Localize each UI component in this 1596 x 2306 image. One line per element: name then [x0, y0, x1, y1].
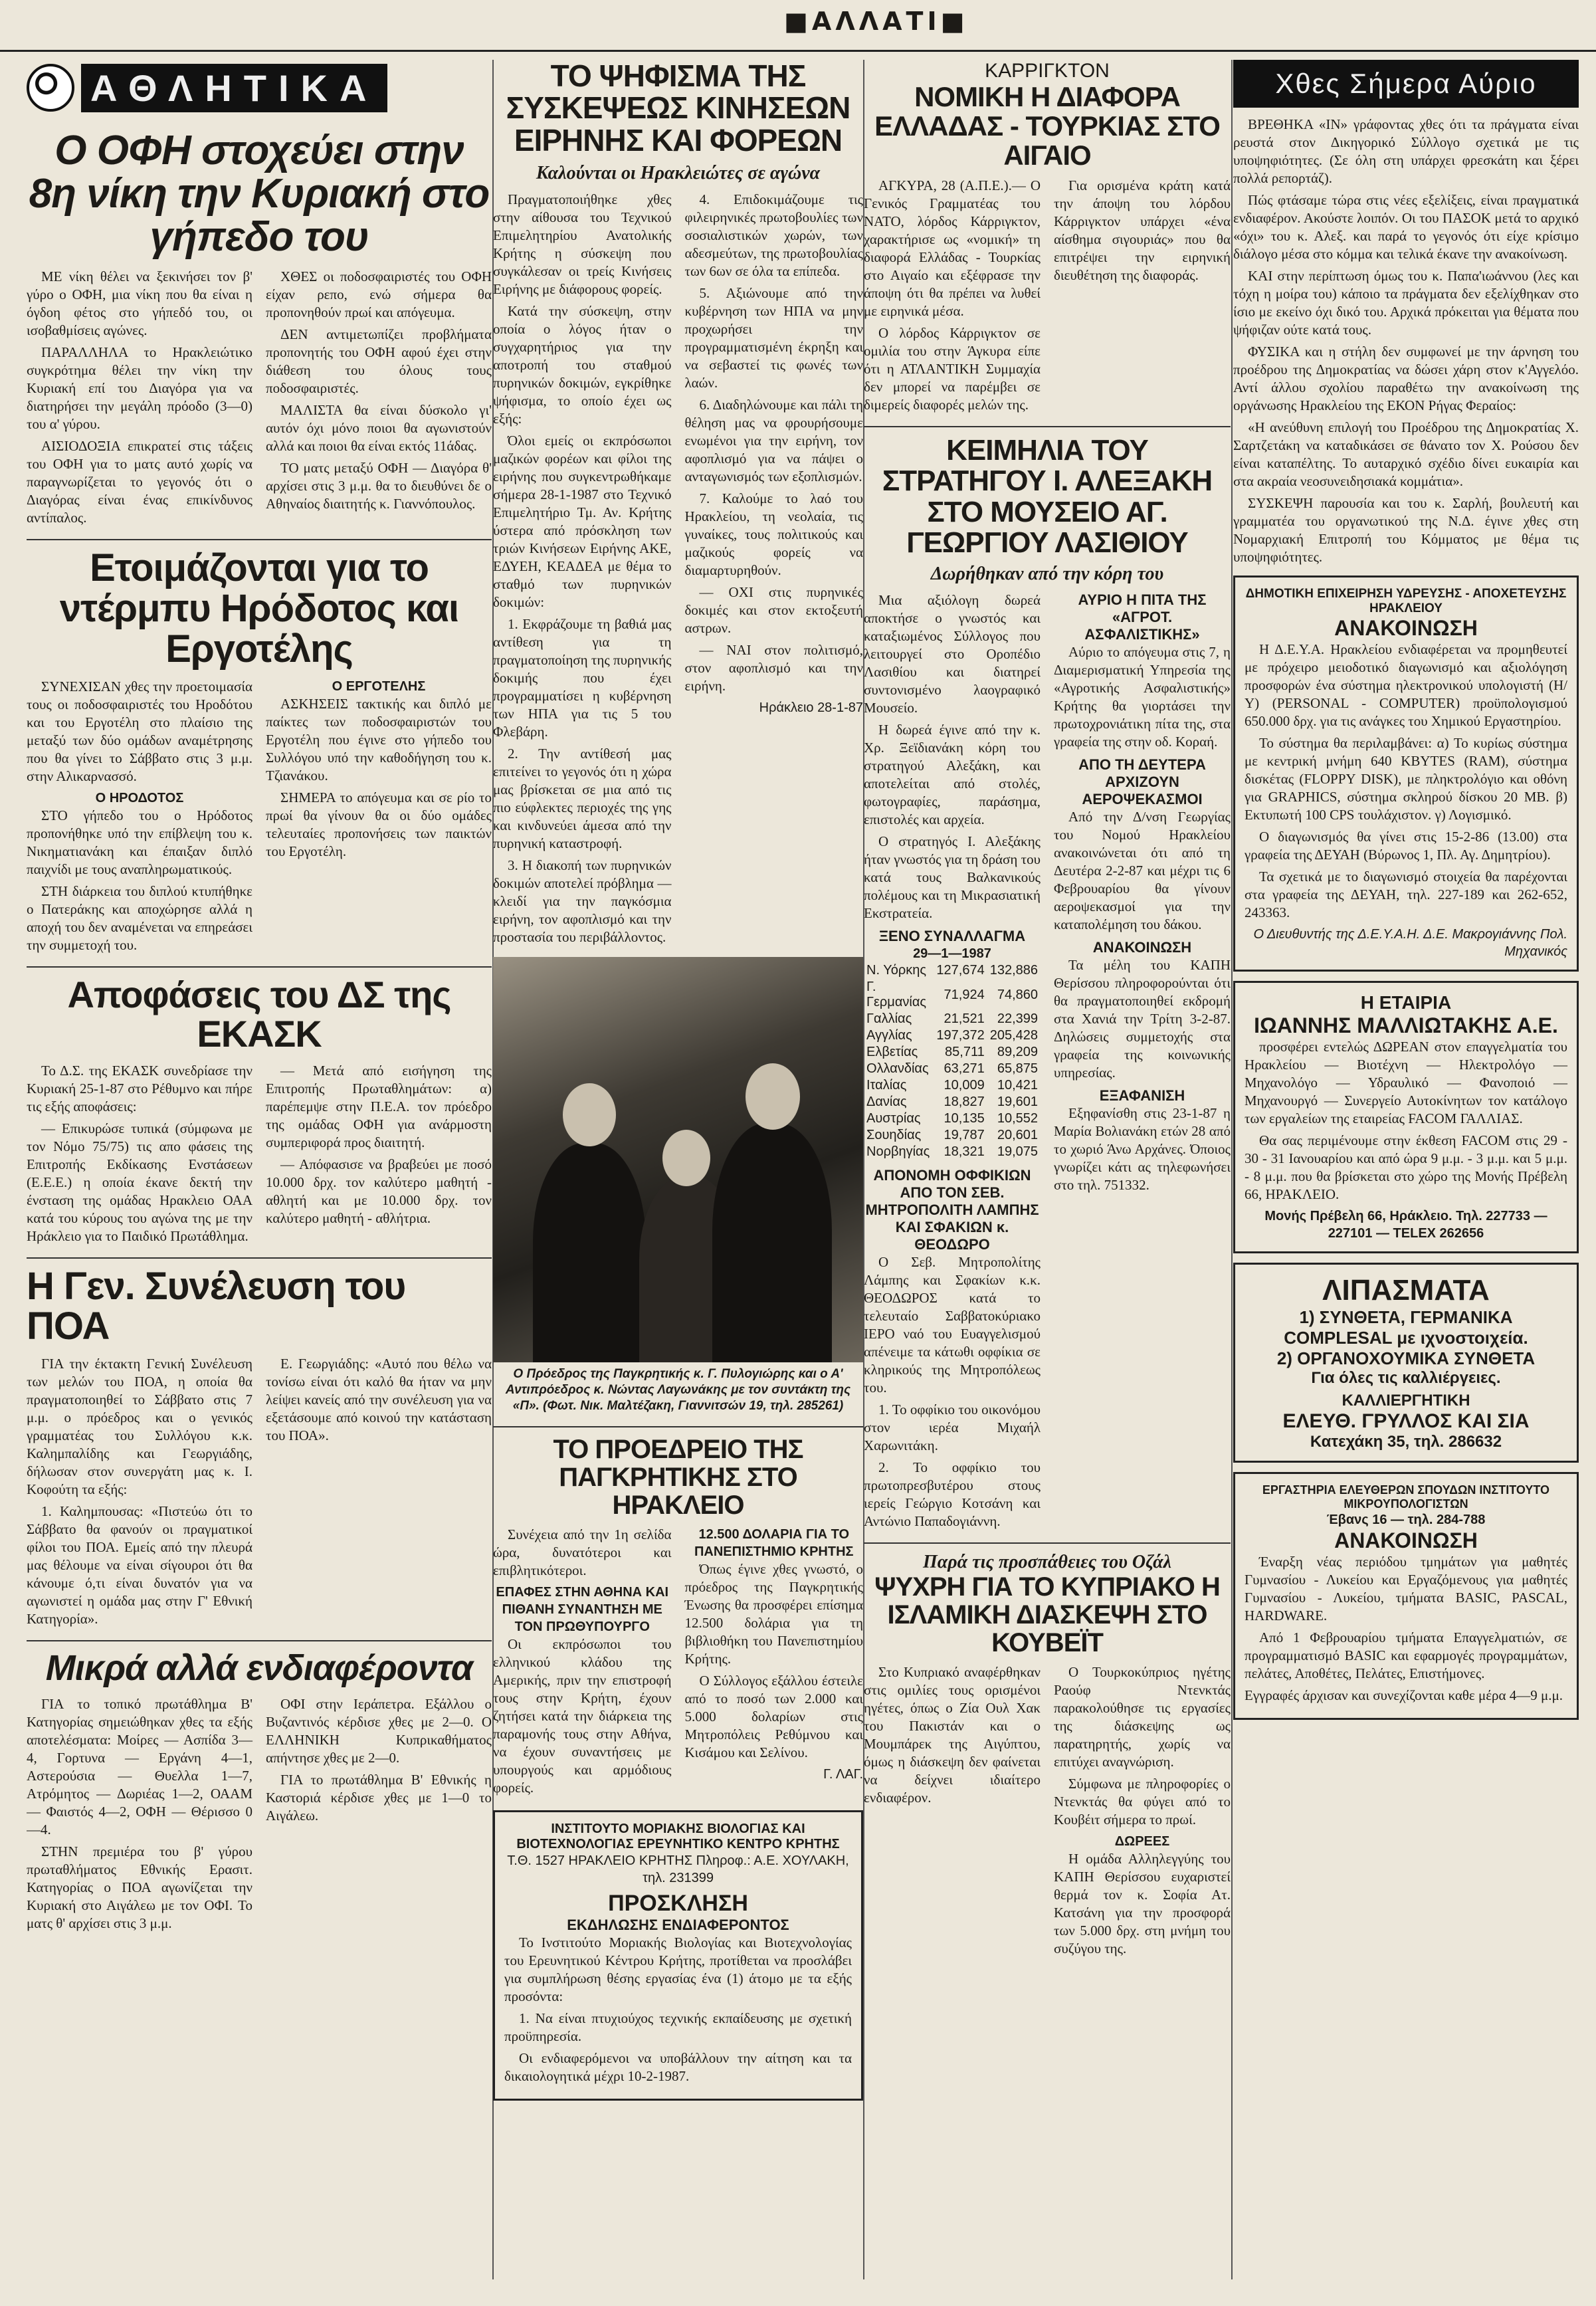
buy-rate: 19,787	[944, 1128, 985, 1143]
photo-figure	[533, 1143, 646, 1362]
deyah-ad	[1233, 576, 1579, 972]
paragraph: 1. Καλημπουσας: «Πιστεύω ότι το Σάββατο θα φανούν οι πραγματικοί φίλοι του ΠΟΑ. Εμείς από την πλευρά μας θέλουμε να είναι σίγουροι ότι θα κάνουμε ό,τι είναι δυνατόν για να αγωνιστεί η ομάδα μας στην Γ' Εθνική Κατηγορία».	[27, 1503, 252, 1627]
paragraph: 2. Την αντίθεσή μας επιτείνει το γεγονός ότι η χώρα μας βρίσκεται σε μια από τις πιο εύφλεκτες περιοχές της γης και κινδυνεύει άμεσα από την πυρηνική καταστροφή.	[493, 745, 672, 851]
sell-rate: 10,552	[997, 1111, 1038, 1126]
photo-caption: Ο Πρόεδρος της Παγκρητικής κ. Γ. Πυλογιώρης και ο Α' Αντιπρόεδρος κ. Νώντας Λαγωνάκης με τον συντάκτη της «Π». (Φωτ. Νικ. Μαλτέζακη, Γιαννιτσών 19, τηλ. 285261)	[505, 1366, 851, 1413]
paragraph: Από την Δ/νση Γεωργίας του Νομού Ηρακλείου ανακοινώνεται ότι από τη Δευτέρα 2-2-87 και μέχρι τις 6 Φεβρουαρίου θα γίνουν αεροψεκασμοί για την καταπολέμηση του δάκου.	[1054, 809, 1231, 933]
notice-title: ΑΝΑΚΟΙΝΩΣΗ	[1092, 939, 1192, 956]
section-title: ΑΘΛΗΤΙΚΑ	[81, 64, 387, 112]
ofi-headline: Ο ΟΦΗ στοχεύει στην 8η νίκη την Κυριακή στο γήπεδο του	[29, 128, 490, 261]
divider	[864, 426, 1231, 427]
paragraph: Η Δ.Ε.Υ.Α. Ηρακλείου ενδιαφέρεται να προμηθευτεί με πρόχειρο μειοδοτικό διαγωνισμό και αξιολόγηση προσφορών ένα σύστημα ηλεκτρονικού υπολογιστή (Η/Υ) (PERSONAL - COMPUTER) προϋπολογισμού 650.000 δρχ. για τις ανάγκες του Χημικού Εργαστηρίου.	[1245, 641, 1567, 729]
institute-ad-title: ΠΡΟΣΚΛΗΣΗ	[608, 1890, 748, 1916]
paragraph: Το σύστημα θα περιλαμβάνει: α) Το κυρίως σύστημα με κεντρική μνήμη 640 ΚΒΥTES (RAM), σύστημα δισκέτας (FLOPPY DISK), με πληκτρολόγιο και οθόνη για GRAPHICS, σύστημα σκληρού δίσκου 20 MB. β) Εκτυπωτή 100 CPS τουλάχιστον. γ) Λογισμικό.	[1245, 735, 1567, 823]
photo-figure	[563, 1083, 616, 1146]
school-address: Έβανς 16 — τηλ. 284-788	[1326, 1513, 1486, 1527]
paragraph: ΚΑΙ στην περίπτωση όμως του κ. Παπα'ιωάννου (λες και τόχη η μοίρα του) κάποιο τα πράγματα δεν εξελίχθηκαν στο ίσιο με εκείνο όχι δικό του. Αρχικά πρόκειται για θέματα που ψήφιζαν ούτε κατά τους.	[1233, 268, 1579, 338]
paragraph: ΧΘΕΣ οι ποδοσφαιριστές του ΟΦΗ είχαν ρεπο, ενώ σήμερα θα προπονηθούν πρωί και απόγευμα.	[266, 268, 492, 321]
fertilizer-title: ΛΙΠΑΣΜΑΤΑ	[1322, 1274, 1490, 1307]
ekask-headline: Αποφάσεις του ΔΣ της ΕΚΑΣΚ	[67, 973, 451, 1055]
paragraph: Οι ενδιαφερόμενοι να υποβάλλουν την αίτηση και τα δικαιολογητικά μέχρι 10-2-1987.	[504, 2049, 852, 2084]
table-row	[864, 1127, 1041, 1144]
masthead	[0, 0, 1596, 52]
ozal-headline: ΨΥΧΡΗ ΓΙΑ ΤΟ ΚΥΠΡΙΑΚΟ Η ΙΣΛΑΜΙΚΗ ΔΙΑΣΚΕΨΗ ΣΤΟ ΚΟΥΒΕΪΤ	[874, 1572, 1220, 1658]
sell-rate: 74,860	[997, 987, 1038, 1002]
paragraph: ΦΥΣΙΚΑ και η στήλη δεν συμφωνεί με την άρνηση του προέδρου της Δημοκρατίας να δώσει χάρη στον κ'Αγγελόο. Αντί άλλου σχολίου παραθέτω την ανακοίνωση της οργάνωσης Ηρακλείου της ΕΚΟΝ Ρήγας Φεραίος:	[1233, 344, 1579, 413]
paragraph: 4. Επιδοκιμάζουμε τις φιλειρηνικές πρωτοβουλίες των σοσιαλιστικών χωρών, των αδεσμεύτων, της πρωτοβουλίας των 6ων σε όλα τα επίπεδα.	[684, 191, 863, 279]
paragraph: ΒΡΕΘΗΚΑ «ΙΝ» γράφοντας χθες ότι τα πράγματα είναι ρευστά στον Δικηγορικό Σύλλογο σχετικά με τις υποψηφιότητες. (Σε όλη στη υπάρχει φρεσκάτη και ξέρει πολλά ρεπορτάζ).	[1233, 116, 1579, 186]
commentary-column	[1233, 60, 1579, 2279]
sports-column	[27, 60, 492, 2279]
paragraph: ΤΟ ματς μεταξύ ΟΦΗ — Διαγόρα θ' αρχίσει στις 3 μ.μ. θα το διευθύνει δε ο Αθηναίος διαιτητής κ. Γιαννόπουλος.	[266, 460, 492, 512]
paragraph: Ο στρατηγός Ι. Αλεξάκης ήταν γνωστός για τη δράση του κατά τους Βαλκανικούς πολέμους και τη Μικρασιατική Εκστρατεία.	[864, 833, 1041, 922]
paragraph: Ο Σύλλογος εξάλλου έστειλε από το ποσό των 2.000 και 5.000 δολαρίων στις Μητροπόλεις Ρεθύμνου και Κισάμου και Σελίνου.	[684, 1672, 863, 1760]
mikra-headline: Μικρά αλλά ενδιαφέροντα	[45, 1648, 473, 1689]
institute-address: Τ.Θ. 1527 ΗΡΑΚΛΕΙΟ ΚΡΗΤΗΣ Πληροφ.: Α.Ε. ΧΟΥΛΑΚΗ, τηλ. 231399	[507, 1853, 849, 1885]
currency: Γ. Γερμανίας	[866, 980, 927, 1010]
sell-rate: 20,601	[997, 1128, 1038, 1143]
ofi-article	[27, 268, 492, 531]
paragraph: Κατά την σύσκεψη, στην οποία ο λόγος ήταν ο συγχαρητήριος για την αποτροπή του σταθμού πυρηνικών δοκιμών, εγκρίθηκε ψήφισμα, το οποίο έχει ως εξής:	[493, 302, 672, 427]
table-row	[864, 1044, 1041, 1061]
photo-figure	[746, 1063, 800, 1130]
paragraph: Εξηφανίσθη στις 23-1-87 η Μαρία Βολιανάκη ετών 28 από το χωριό Άνω Αρχάνες. Όποιος γνωρίζει κάτι ας τηλεφωνήσει στο τηλ. 751332.	[1054, 1105, 1231, 1194]
currency: Ελβετίας	[866, 1045, 918, 1060]
malliotakis-ad	[1233, 981, 1579, 1253]
currency: Γαλλίας	[866, 1011, 912, 1027]
paragraph: Οι εκπρόσωποι του ελληνικού κλάδου της Αμερικής, πριν την επιστροφή τους στην Κρήτη, έχουν ζητήσει κατά την διάρκεια της παραμονής τους στην Αθήνα, να έχουν συναντήσεις με υπουργούς και αρμόδιους φορείς.	[493, 1635, 672, 1796]
paragraph: ΟΦΙ στην Ιεράπετρα. Εξάλλου ο Βυζαντινός κέρδισε χθες με 2—0. Ο ΕΛΛΗΝΙΚΗ Κυπρικαθήματος απήντησε χθες με 2—0.	[266, 1696, 492, 1766]
keim-kicker: Δωρήθηκαν από την κόρη του	[930, 564, 1164, 585]
fertilizer-line: ΚΑΛΛΙΕΡΓΗΤΙΚΗ	[1342, 1392, 1470, 1410]
agrot-headline: ΑΥΡΙΟ Η ΠΙΤΑ ΤΗΣ «ΑΓΡΟΤ. ΑΣΦΑΛΙΣΤΙΚΗΣ»	[1078, 591, 1207, 643]
paragraph: ΣΤΟ γήπεδο του ο Ηρόδοτος προπονήθηκε υπό την επίβλεψη του κ. Νικηματιανάκη και έπαιξαν διπλό παιχνίδι με τους αναπληρωματικούς.	[27, 807, 252, 877]
peace-column	[493, 60, 863, 2279]
currency: Ν. Υόρκης	[866, 963, 926, 978]
sell-rate: 10,421	[997, 1078, 1038, 1093]
ozal-kicker: Παρά τις προσπάθειες του Οζάλ	[922, 1552, 1172, 1573]
currency: Νορβηγίας	[866, 1144, 930, 1160]
institute-ad	[493, 1810, 863, 2101]
psifisma-headline: ΤΟ ΨΗΦΙΣΜΑ ΤΗΣ ΣΥΣΚΕΨΕΩΣ ΚΙΝΗΣΕΩΝ ΕΙΡΗΝΗΣ ΚΑΙ ΦΟΡΕΩΝ	[506, 60, 850, 157]
paragraph: Μια αξιόλογη δωρεά αποκτήσε ο γνωστός και καταξιωμένος Σύλλογος που λειτουργεί στο Οροπέδιο Λασιθίου και διατηρεί συντονισμένο λαογραφικό Μουσείο.	[864, 592, 1041, 716]
paragraph: — Απόφασισε να βραβεύει με ποσό 10.000 δρχ. τον καλύτερο μαθητή - αθλητή και με 10.000 δρχ. τον καλύτερο μαθητή - αθλήτρια.	[266, 1156, 492, 1226]
poa-article	[27, 1355, 492, 1632]
sell-rate: 132,886	[989, 963, 1038, 978]
table-row	[864, 1061, 1041, 1077]
currency: Σουηδίας	[866, 1128, 922, 1143]
paragraph: Στο Κυπριακό αναφέρθηκαν στις ομιλίες τους ορισμένοι ηγέτες, όπως ο Ζία Ουλ Χακ του Πακιστάν και ο Μουμπάρεκ της Αιγύπτου, όμως η διάσκεψη δεν φαίνεται να δείχνει ιδιαίτερο ενδιαφέρον.	[864, 1664, 1041, 1806]
paragraph: 2. Το οφφίκιο του πρωτοπρεσβυτέρου στους ιερείς Γεώργιο Κοτσάνη και Αντώνιο Παπαδογιάννη.	[864, 1459, 1041, 1530]
computer-school-ad	[1233, 1472, 1579, 1720]
ekask-article	[27, 1062, 492, 1249]
currency: Δανίας	[866, 1095, 907, 1110]
missing-title: ΕΞΑΦΑΝΙΣΗ	[1099, 1087, 1185, 1104]
buy-rate: 85,711	[945, 1045, 985, 1060]
buy-rate: 71,924	[944, 987, 985, 1002]
signature: Ο Διευθυντής της Δ.Ε.Υ.Α.Η. Δ.Ε. Μακρογιάννης Πολ. Μηχανικός	[1253, 927, 1567, 959]
sell-rate: 22,399	[997, 1011, 1038, 1027]
table-row	[864, 1094, 1041, 1110]
fertilizer-company: ΕΛΕΥΘ. ΓΡΥΛΛΟΣ ΚΑΙ ΣΙΑ	[1282, 1410, 1530, 1432]
signature: Ηράκλειο 28-1-87	[759, 700, 863, 715]
mikra-article	[27, 1695, 492, 1937]
exchange-table	[864, 962, 1041, 1160]
paragraph: Ο λόρδος Κάρριγκτον σε ομιλία του στην Άγκυρα είπε ότι η ΑΤΛΑΝΤΙΚΗ Συμμαχία δεν μπορεί να παρέμβει σε διμερείς διαφορές μελών της.	[864, 325, 1041, 413]
paragraph: ΣΤΗΝ πρεμιέρα του β' γύρου πρωταθλήματος Εθνικής Ερασιτ. Κατηγορίας ο ΠΟΑ αγωνίζεται την Κυριακή στο Αιγάλεω με τον ΟΦΙ. Το ματς θ' αρχίσει στις 3 μ.μ.	[27, 1843, 252, 1932]
archon-headline: ΑΠΟ ΤΗ ΔΕΥΤΕΡΑ ΑΡΧΙΖΟΥΝ ΑΕΡΟΨΕΚΑΣΜΟΙ	[1078, 756, 1206, 808]
photo	[493, 957, 863, 1362]
paragraph: Η ομάδα Αλληλεγγύης του ΚΑΠΗ Θερίσσου ευχαριστεί θερμά τον κ. Σοφία Ατ. Κατσάνη για την προσφορά των 5.000 δρχ. στη μνήμη του συζύγου της.	[1054, 1851, 1231, 1957]
paragraph: — ΝΑΙ στον πολιτισμό, στον αφοπλισμό και την ειρήνη.	[684, 641, 863, 694]
ofikia-headline: ΑΠΟΝΟΜΗ ΟΦΦΙΚΙΩΝ ΑΠΟ ΤΟΝ ΣΕΒ. ΜΗΤΡΟΠΟΛΙΤΗ ΛΑΜΠΗΣ ΚΑΙ ΣΦΑΚΙΩΝ κ. ΘΕΟΔΩΡΟ	[865, 1167, 1039, 1253]
paragraph: 1. Εκφράζουμε τη βαθιά μας αντίθεση για τη πραγματοποίηση της πυρηνικής δοκιμής που έχει προγραμματίσει η κυβέρνηση των ΗΠΑ για τις 5 του Φλεβάρη.	[493, 615, 672, 740]
paragraph: Ο Τουρκοκύπριος ηγέτης Ραούφ Ντενκτάς παρακολούθησε τις εργασίες της διάσκεψης ως παρατηρητής, χωρίς να επιτύχει αναγνώριση.	[1054, 1664, 1231, 1770]
table-row	[864, 962, 1041, 979]
institute-ad-subtitle: ΕΚΔΗΛΩΣΗΣ ΕΝΔΙΑΦΕΡΟΝΤΟΣ	[567, 1916, 789, 1933]
newspaper-name: ■ΑΛΛΑΤΙ■	[784, 7, 969, 36]
paragraph: — Επικυρώσε τυπικά (σύμφωνα με τον Νόμο 75/75) τις απο φάσεις της Επιτροπής Εκδίκασης Ενστάσεων (Ε.Ε.Ε.) η οποία έκανε δεκτή την ένσταση της ομάδας Ηρακλειο ΟΑΑ κατά του κύρους του αγώνα της με την Ηράκλειο για το Παιδικό Πρωτάθλημα.	[27, 1120, 252, 1244]
table-row	[864, 1011, 1041, 1027]
fertilizer-line: Για όλες τις καλλιέργειες.	[1311, 1369, 1501, 1387]
paragraph: ΑΓΚΥΡΑ, 28 (Α.Π.Ε.).— Ο Γενικός Γραμματέας του ΝΑΤΟ, λόρδος Κάρριγκτον, χαρακτήρισε ως «νομική» τη διαφορά Ελλάδας - Τουρκίας στο Αιγαίο και εξέφρασε την άποψη ότι θα πρέπει να λυθεί με ειρηνικά μέσα.	[864, 177, 1041, 320]
karr-article	[864, 177, 1231, 418]
politics-column	[864, 60, 1231, 2279]
paragraph: 1. Το οφφίκιο του οικονόμου στον ιερέα Μιχαήλ Χαρωνιτάκη.	[864, 1402, 1041, 1454]
school-name: ΕΡΓΑΣΤΗΡΙΑ ΕΛΕΥΘΕΡΩΝ ΣΠΟΥΔΩΝ ΙΝΣΤΙΤΟΥΤΟ ΜΙΚΡΟΥΠΟΛΟΓΙΣΤΩΝ	[1262, 1483, 1550, 1511]
poa-headline: Η Γεν. Συνέλευση του ΠΟΑ	[27, 1264, 406, 1348]
column-divider	[1231, 60, 1233, 2279]
buy-rate: 10,009	[944, 1078, 985, 1093]
currency: Ολλανδίας	[866, 1061, 929, 1077]
paragraph: 7. Καλούμε το λαό του Ηρακλείου, τη νεολαία, τις γυναίκες, τους πολιτικούς και μαζικούς φορείς να διαμαρτυρηθούν.	[684, 490, 863, 578]
buy-rate: 21,521	[944, 1011, 985, 1027]
divider	[493, 1426, 863, 1427]
table-row	[864, 1144, 1041, 1160]
subheading: 12.500 ΔΟΛΑΡΙΑ ΓΙΑ ΤΟ ΠΑΝΕΠΙΣΤΗΜΙΟ ΚΡΗΤΗΣ	[694, 1526, 854, 1559]
photo-figure	[662, 1130, 710, 1186]
sell-rate: 19,601	[997, 1095, 1038, 1110]
ergotelis-headline: Ετοιμάζονται για το ντέρμπυ Ηρόδοτος και Εργοτέλης	[59, 546, 459, 671]
ergotelis-article	[27, 678, 492, 958]
paragraph: προσφέρει εντελώς ΔΩΡΕΑΝ στον επαγγελματία του Ηρακλείου — Βιοτέχνη — Ηλεκτρολόγο — Μηχανολόγο — Υδραυλικό — Φανοποιό — Μηχανουργό — Συνεργείο Αυτοκίνητων τον κατάλογο των εργαλείων της εταιρείας FACOM ΓΑΛΛΙΑΣ.	[1245, 1039, 1567, 1126]
paragraph: Η δωρεά έγινε από την κ. Χρ. Ξεϊδιανάκη κόρη του στρατηγού Αλεξάκη, και αποτελείται από στολές, φωτογραφίες, παράσημα, επιστολές και αρχεία.	[864, 722, 1041, 828]
proedreio-headline: ΤΟ ΠΡΟΕΔΡΕΙΟ ΤΗΣ ΠΑΓΚΡΗΤΙΚΗΣ ΣΤΟ ΗΡΑΚΛΕΙΟ	[553, 1434, 803, 1520]
paragraph: 5. Αξιώνουμε από την κυβέρνηση των ΗΠΑ να μην προχωρήσει την προγραμματισμένη έκρηξη και να σεβαστεί τις φωνές των λαών.	[684, 284, 863, 391]
fertilizer-line: 1) ΣΥΝΘΕΤΑ, ΓΕΡΜΑΝΙΚΑ	[1299, 1307, 1513, 1327]
paragraph: ΓΙΑ το τοπικό πρωτάθλημα Β' Κατηγορίας σημειώθηκαν χθες τα εξής αποτελέσματα: Μοίρες — Ασπίδα 3—4, Γορτυνα — Εργάνη 4—1, Αστερούσια — Θυελλα 1—7, Ατρόμητος — Δωριέας 1—2, ΟΑΑΜ — Φαιστός 4—2, ΟΦΗ — Θέρισσο 0—4.	[27, 1696, 252, 1838]
paragraph: Πραγματοποιήθηκε χθες στην αίθουσα του Τεχνικού Επιμελητηρίου Ανατολικής Κρήτης η σύσκεψη που συγκάλεσαν οι τρείς Κινήσεις Ειρήνης με διάφορους φορείς.	[493, 191, 672, 297]
sell-rate: 205,428	[989, 1028, 1038, 1043]
sell-rate: 19,075	[997, 1144, 1038, 1160]
photo-figure	[712, 1123, 832, 1362]
fertilizer-ad	[1233, 1263, 1579, 1463]
psifisma-kicker: Καλούνται οι Ηρακλειώτες σε αγώνα	[536, 162, 821, 183]
currency: Αγγλίας	[866, 1028, 912, 1043]
divider	[27, 966, 492, 968]
paragraph: ΣΗΜΕΡΑ το απόγευμα και σε ρίο το πρωί θα γίνουν θα οι δύο ομάδες τελευταίες προπονήσεις των παικτών του Εργοτέλη.	[266, 789, 492, 859]
paragraph: Ο Σεβ. Μητροπολίτης Λάμπης και Σφακίων κ.κ. ΘΕΟΔΩΡΟΣ κατά το τελευταίο Σαββατοκύριακο ΙΕΡΟ ναό του Ευαγγελισμού απένειμε τα κάτωθι οφφίκια σε κληρικούς της Μητροπόλεως του.	[864, 1254, 1041, 1396]
paragraph: Το Δ.Σ. της ΕΚΑΣΚ συνεδρίασε την Κυριακή 25-1-87 στο Ρέθυμνο και πήρε τις εξής αποφάσεις:	[27, 1062, 252, 1114]
column-title: Χθες Σήμερα Αύριο	[1233, 60, 1579, 108]
paragraph: — ΟΧΙ στις πυρηνικές δοκιμές και στον εκτοξευτή αστρων.	[684, 583, 863, 636]
paragraph: ΣΤΗ διάρκεια του διπλού κτυπήθηκε ο Πατεράκης και αποχώρησε αλλά η αποχή του δεν αναμένεται να επηρεάσει την συμμετοχή του.	[27, 883, 252, 953]
currency: Ιταλίας	[866, 1078, 907, 1093]
malliotakis-kicker: Η ΕΤΑΙΡΙΑ	[1360, 992, 1452, 1013]
paragraph: Το Ινστιτούτο Μοριακής Βιολογίας και Βιοτεχνολογίας του Ερευνητικού Κέντρου Κρήτης, προτίθεται να προσλάβει για συμπλήρωση θέσης εργασίας ένα (1) άτομο με τα εξής προσόντα:	[504, 1934, 852, 2004]
divider	[27, 539, 492, 540]
subheading: Ο ΕΡΓΟΤΕΛΗΣ	[332, 679, 426, 694]
buy-rate: 63,271	[944, 1061, 985, 1077]
paragraph: ΠΑΡΑΛΛΗΛΑ το Ηρακλειώτικο συγκρότημα θέλει την νίκη την Κυριακή επί του Διαγόρα για να διατηρήσει την μεγάλη πρόοδο (3—0) του α' γύρου.	[27, 344, 252, 433]
paragraph: ΜΕ νίκη θέλει να ξεκινήσει τον β' γύρο ο ΟΦΗ, μια νίκη που θα είναι η όγδοη φέτος στο γήπεδό του, οι ισοβαθμίσεις αγώνες.	[27, 268, 252, 339]
paragraph: ΜΑΛΙΣΤΑ θα είναι δύσκολο γι' αυτόν όχι μόνο ποιοι θα αγωνιστούν αλλά και ποιοι θα είναι εκτός 11άδας.	[266, 402, 492, 455]
divider	[864, 1542, 1231, 1544]
deyah-title: ΑΝΑΚΟΙΝΩΣΗ	[1334, 616, 1478, 640]
fertilizer-line: COMPLESAL με ιχνοστοιχεία.	[1284, 1328, 1528, 1348]
subheading: ΕΠΑΦΕΣ ΣΤΗΝ ΑΘΗΝΑ ΚΑΙ ΠΙΘΑΝΗ ΣΥΝΑΝΤΗΣΗ ΜΕ ΤΟΝ ΠΡΩΘΥΠΟΥΡΓΟ	[496, 1584, 669, 1634]
paragraph: — Μετά από εισήγηση της Επιτροπής Πρωταθλημάτων: α) παρέπεμψε στην Π.Ε.Α. τον πρόεδρο της ομάδας ΟΦΗ για ανάρμοστη συμπεριφορά προς διαιτητή.	[266, 1062, 492, 1150]
paragraph: Έναρξη νέας περιόδου τμημάτων για μαθητές Γυμνασίου - Λυκείου και Εργαζόμενους για μαθητές Γυμνασίου - Λυκείου, τμήματα BASIC, PASCAL, HARDWARE.	[1245, 1554, 1567, 1624]
sell-rate: 65,875	[997, 1061, 1038, 1077]
paragraph: Από 1 Φεβρουαρίου τμήματα Επαγγελματιών, σε προγραμματισμό BASIC και εφαρμογές προγραμμάτων, πελάτες, Αποθέτες, Πελάτες, Επιστήμονες.	[1245, 1629, 1567, 1681]
subheading: Ο ΗΡΟΔΟΤΟΣ	[95, 790, 184, 805]
paragraph: Θα σας περιμένουμε στην έκθεση FACOM στις 29 - 30 - 31 Ιανουαρίου και από ώρα 9 μ.μ. - 3 μ.μ. και 5 μ.μ. - 8 μ.μ. που θα βρίσκεται στο χώρο της Μονής Πρέβελη 66, ΗΡΑΚΛΕΙΟ.	[1245, 1132, 1567, 1202]
signature: Γ. ΛΑΓ.	[823, 1766, 863, 1782]
malliotakis-address: Μονής Πρέβελη 66, Ηράκλειο. Τηλ. 227733 — 227101 — TELEX 262656	[1264, 1209, 1547, 1241]
paragraph: Τα σχετικά με το διαγωνισμό στοιχεία θα παρέχονται στα γραφεία της ΔΕΥΑΗ, τηλ. 227-189 και 262-652, 243363.	[1245, 869, 1567, 920]
buy-rate: 197,372	[936, 1028, 985, 1043]
school-ad-title: ΑΝΑΚΟΙΝΩΣΗ	[1334, 1528, 1478, 1552]
paragraph: 6. Διαδηλώνουμε και πάλι τη θέληση μας να φρουρήσουμε ενωμένοι για την ειρήνη, τον αφοπλισμό για να πάψει ο ανταγωνισμός των εξοπλισμών.	[684, 396, 863, 484]
karr-kicker: ΚΑΡΡΙΓΚΤΟΝ	[985, 60, 1110, 82]
exchange-title: ΞΕΝΟ ΣΥΝΑΛΛΑΓΜΑ	[878, 928, 1026, 945]
paragraph: ΓΙΑ το πρωτάθλημα Β' Εθνικής η Καστοριά κέρδισε χθες με 1—0 το Αιγάλεω.	[266, 1772, 492, 1824]
paragraph: ΑΣΚΗΣΕΙΣ τακτικής και διπλό με παίκτες των ποδοσφαιριστών του Εργοτέλη που έγινε στο γήπεδο του Συλλόγου υπό την καθοδήγηση του κ. Τζιανάκου.	[266, 695, 492, 784]
psifisma-article	[493, 191, 863, 950]
buy-rate: 10,135	[944, 1111, 985, 1126]
keim-article	[864, 591, 1231, 1534]
paragraph: ΣΥΝΕΧΙΣΑΝ χθες την προετοιμασία τους οι ποδοσφαιριστές του Ηροδότου και του Εργοτέλη στο πλαίσιο της μεταξύ των δύο ομάδων αναμέτρησης που θα γίνει το Σάββατο στις 3 μ.μ. στην Αλικαρνασσό.	[27, 678, 252, 784]
paragraph: 1. Να είναι πτυχιούχος τεχνικής εκπαίδευσης με σχετική προϋπηρεσία.	[504, 2010, 852, 2044]
ozal-article	[864, 1663, 1231, 1962]
table-row	[864, 1077, 1041, 1094]
paragraph: Εγγραφές άρχισαν και συνεχίζονται καθε μέρα 4—9 μ.μ.	[1245, 1687, 1563, 1703]
keim-headline: ΚΕΙΜΗΛΙΑ ΤΟΥ ΣΤΡΑΤΗΓΟΥ Ι. ΑΛΕΞΑΚΗ ΣΤΟ ΜΟΥΣΕΙΟ ΑΓ. ΓΕΩΡΓΙΟΥ ΛΑΣΙΘΙΟΥ	[882, 434, 1213, 559]
exchange-date: 29—1—1987	[913, 946, 991, 962]
table-row	[864, 979, 1041, 1011]
institute-name: ΙΝΣΤΙΤΟΥΤΟ ΜΟΡΙΑΚΗΣ ΒΙΟΛΟΓΙΑΣ ΚΑΙ ΒΙΟΤΕΧΝΟΛΟΓΙΑΣ ΕΡΕΥΝΗΤΙΚΟ ΚΕΝΤΡΟ ΚΡΗΤΗΣ	[516, 1821, 840, 1851]
buy-rate: 127,674	[936, 963, 985, 978]
deyah-org: ΔΗΜΟΤΙΚΗ ΕΠΙΧΕΙΡΗΣΗ ΥΔΡΕΥΣΗΣ - ΑΠΟΧΕΤΕΥΣΗΣ ΗΡΑΚΛΕΙΟΥ	[1245, 587, 1567, 615]
paragraph: 3. Η διακοπή των πυρηνικών δοκιμών αποτελεί πρόβλημα — κλειδί για την παγκόσμια ειρήνη, τον αφοπλισμό και την προστασία του περιβάλλοντος.	[493, 857, 672, 945]
sell-rate: 89,209	[997, 1045, 1038, 1060]
paragraph: ΣΥΣΚΕΨΗ παρουσία και του κ. Σαρλή, βουλευτή και γραμματέα του οργανωτικού της Ν.Δ. έγινε χθες στη Νομαρχιακή Επιτροπή του Κόμματος με θέμα τις υποψηφιότητες.	[1233, 495, 1579, 565]
fertilizer-line: 2) ΟΡΓΑΝΟΧΟΥΜΙΚΑ ΣΥΝΘΕΤΑ	[1276, 1348, 1536, 1368]
paragraph: Ο διαγωνισμός θα γίνει στις 15-2-86 (13.00) στα γραφεία της ΔΕΥΑΗ (Βύρωνος 1, Πλ. Αγ. Δημητρίου).	[1245, 829, 1567, 863]
paragraph: Ε. Γεωργιάδης: «Αυτό που θέλω να τονίσω είναι ότι καλό θα ήταν να μην λείψει κανείς από την συνέλευση για να εξετάσουμε από κοινού την κατάσταση του ΠΟΑ».	[266, 1356, 492, 1444]
paragraph: Τα μέλη του ΚΑΠΗ Θερίσσου πληροφορούνται ότι θα πραγματοποιηθεί εκδρομή στα Χανιά την Τρίτη 3-2-87. Δηλώσεις συμμετοχής στα γραφεία της κοινωνικής υπηρεσίας.	[1054, 957, 1231, 1081]
divider	[27, 1257, 492, 1259]
karr-headline: ΝΟΜΙΚΗ Η ΔΙΑΦΟΡΑ ΕΛΛΑΔΑΣ - ΤΟΥΡΚΙΑΣ ΣΤΟ ΑΙΓΑΙΟ	[874, 81, 1220, 171]
football-icon	[27, 64, 74, 112]
table-row	[864, 1110, 1041, 1127]
paragraph: ΔΕΝ αντιμετωπίζει προβλήματα προπονητής του ΟΦΗ αφού έχει στην διάθεση του όλους τους ποδοσφαιριστές.	[266, 326, 492, 397]
paragraph: Σύμφωνα με πληροφορίες ο Ντενκτάς θα φύγει από το Κουβέιτ σήμερα το πρωί.	[1054, 1776, 1231, 1828]
malliotakis-name: ΙΩΑΝΝΗΣ ΜΑΛΛΙΩΤΑΚΗΣ Α.Ε.	[1254, 1013, 1558, 1037]
divider	[27, 1640, 492, 1641]
proedreio-article	[493, 1526, 863, 1801]
paragraph: Για ορισμένα κράτη κατά την άποψη του λόρδου Κάρριγκτον υπάρχει «ένα αίσθημα σιγουριάς» που θα επιτρέψει την ειρηνική διευθέτηση της διαφοράς.	[1054, 177, 1231, 284]
buy-rate: 18,827	[944, 1095, 985, 1110]
currency: Αυστρίας	[866, 1111, 921, 1126]
paragraph: ΓΙΑ την έκτακτη Γενική Συνέλευση των μελών του ΠΟΑ, η οποία θα πραγματοποιηθεί το Σάββατο στις 7 μ.μ. ο πρόεδρος και ο γενικός γραμματέας του Συλλόγου κ.κ. Καλημπαλίδης και Γεωργιάδης, δήλωσαν στον συνεργάτη μας κ. Ι. Κοφούτη τα εξής:	[27, 1356, 252, 1498]
sports-section-banner	[27, 60, 492, 116]
table-row	[864, 1027, 1041, 1044]
paragraph: Όπως έγινε χθες γνωστό, ο πρόεδρος της Παγκρητικής Ένωσης θα προσφέρει επίσημα 12.500 δολάρια για τη βιβλιοθήκη του Πανεπιστημίου Κρήτης.	[684, 1560, 863, 1667]
paragraph: Πώς φτάσαμε τώρα στις νέες εξελίξεις, είναι πραγματικά ενδιαφέρον. Ακούστε λοιπόν. Οι του ΠΑΣΟΚ μετά το αρχικό «όχι» του κ. Αλεξ. και παρά το γεγονός ότι είχε κρίσιμο διάλογο μέσα στο κόμμα και τελικά έκανε την ανακοίνωση.	[1233, 192, 1579, 262]
buy-rate: 18,321	[944, 1144, 985, 1160]
paragraph: Αύριο το απόγευμα στις 7, η Διαμερισματική Υπηρεσία της «Αγροτικής Ασφαλιστικής» Κρήτης θα γιορτάσει την πρωτοχρονιάτικη πίτα της, στα γραφεία της στην οδ. Κοραή.	[1054, 644, 1231, 750]
paragraph: Όλοι εμείς οι εκπρόσωποι μαζικών φορέων και φίλοι της ειρήνης που συγκεντρωθήκαμε σήμερα 28-1-1987 στο Τεχνικό Επιμελητήριο Τμ. Αν. Κρήτης ύστερα από πρόσκληση των τριών Κινήσεων Ειρήνης ΑΚΕ, ΕΔΥΕΗ, ΚΕΑΔΕΑ με θέμα το σταθμό των πυρηνικών δοκιμών:	[493, 432, 672, 610]
paragraph: «Η ανεύθυνη επιλογή του Προέδρου της Δημοκρατίας Χ. Σαρτζετάκη να καταδικάσει σε θάνατο τον Χ. Ρούσου δεν είναι καταπέλτης. Το αυταρχικό σχέδιο δίνει ευκαιρία και στα ακραία νεοσυνειδησιακά κομμάτια».	[1233, 419, 1579, 489]
paragraph: ΑΙΣΙΟΔΟΞΙΑ επικρατεί στις τάξεις του ΟΦΗ για το ματς αυτό χωρίς να παραγνωρίζεται το γεγονός ότι ο Διαγόρας είναι ένας επικίνδυνος αντίπαλος.	[27, 438, 252, 526]
paragraph: Συνέχεια από την 1η σελίδα ώρα, δυνατότεροι και επιβλητικότεροι.	[493, 1526, 672, 1578]
fertilizer-address: Κατεχάκη 35, τηλ. 286632	[1310, 1433, 1502, 1451]
subheading: ΔΩΡΕΕΣ	[1114, 1834, 1170, 1849]
